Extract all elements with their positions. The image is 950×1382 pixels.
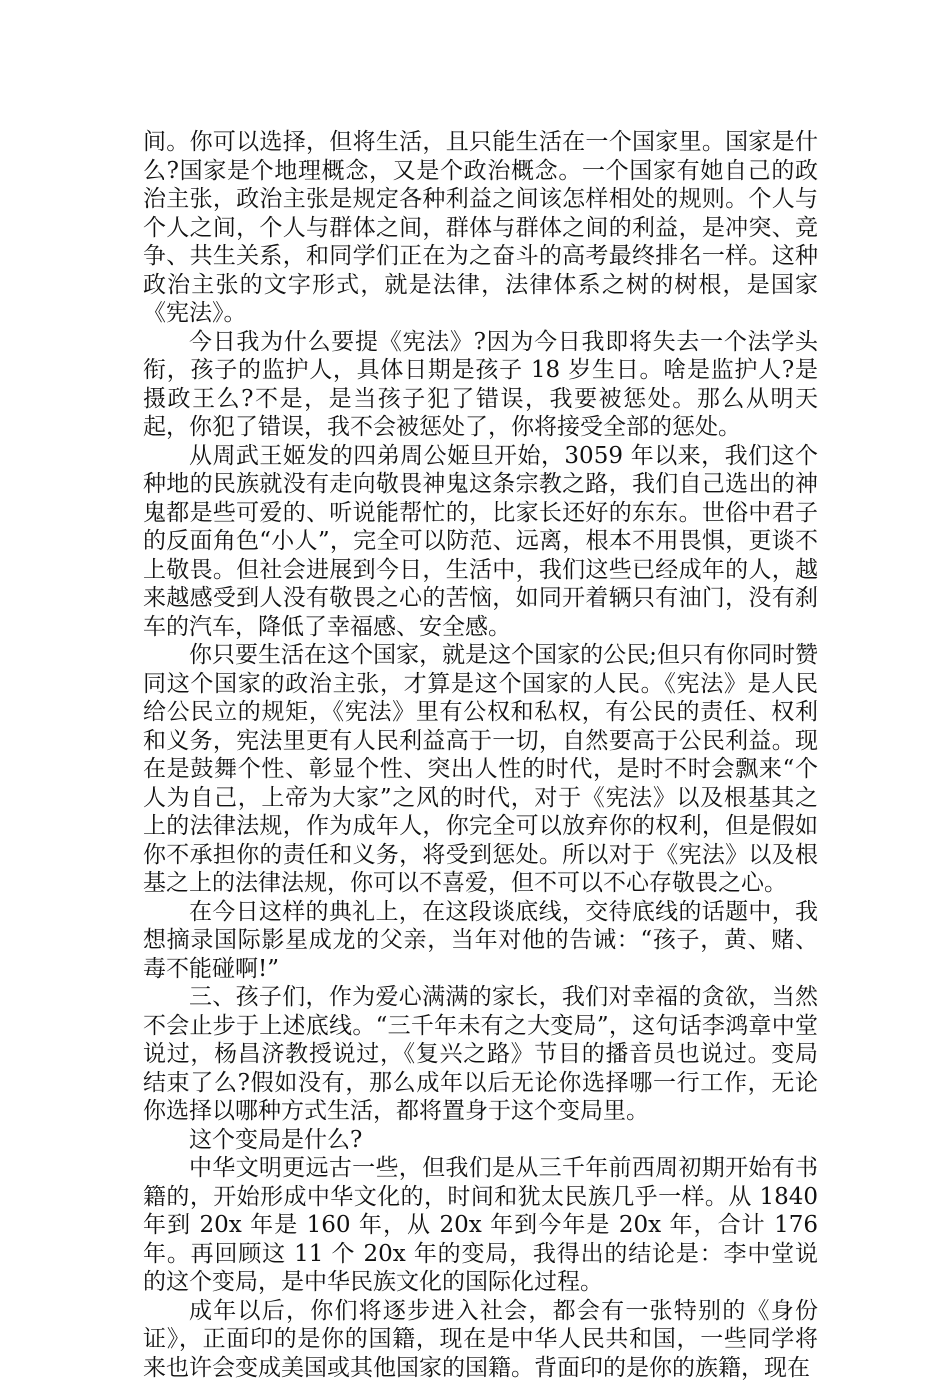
paragraph-continued: 间。你可以选择，但将生活，且只能生活在一个国家里。国家是什么?国家是个地理概念，又是个政治概念。一个国家有她自己的政治主张，政治主张是规定各种利益之间该怎样相处的规则。个人与个人之间，个人与群体之间，群体与群体之间的利益，是冲突、竞争、共生关系，和同学们正在为之奋斗的高考最终排名一样。这种政治主张的文字形式，就是法律，法律体系之树的树根，是国家《宪法》。 <box>143 128 818 328</box>
paragraph-civilization: 中华文明更远古一些，但我们是从三千年前西周初期开始有书籍的，开始形成中华文化的，时间和犹太民族几乎一样。从 1840 年到 20x 年是 160 年，从 20x 年到今年是 20x 年，合计 176 年。再回顾这 11 个 20x 年的变局，我得出的结论是：李中堂说的这个变局，是中华民族文化的国际化过程。 <box>143 1154 818 1297</box>
paragraph-reverence: 从周武王姬发的四弟周公姬旦开始，3059 年以来，我们这个种地的民族就没有走向敬畏神鬼这条宗教之路，我们自己选出的神鬼都是些可爱的、听说能帮忙的，比家长还好的东东。世俗中君子的反面角色“小人”，完全可以防范、远离，根本不用畏惧，更谈不上敬畏。但社会进展到今日，生活中，我们这些已经成年的人，越来越感受到人没有敬畏之心的苦恼，如同开着辆只有油门，没有刹车的汽车，降低了幸福感、安全感。 <box>143 442 818 642</box>
document-body <box>143 128 818 1382</box>
paragraph-constitution-reason: 今日我为什么要提《宪法》?因为今日我即将失去一个法学头衔，孩子的监护人，具体日期是孩子 18 岁生日。啥是监护人?是摄政王么?不是，是当孩子犯了错误，我要被惩处。那么从明天起，你犯了错误，我不会被惩处了，你将接受全部的惩处。 <box>143 328 818 442</box>
paragraph-id-card: 成年以后，你们将逐步进入社会，都会有一张特别的《身份证》，正面印的是你的国籍，现在是中华人民共和国，一些同学将来也许会变成美国或其他国家的国籍。背面印的是你的族籍，现在 <box>143 1297 818 1382</box>
paragraph-bottom-line: 在今日这样的典礼上，在这段谈底线，交待底线的话题中，我想摘录国际影星成龙的父亲，当年对他的告诫：“孩子，黄、赌、毒不能碰啊!” <box>143 898 818 984</box>
paragraph-great-change: 三、孩子们，作为爱心满满的家长，我们对幸福的贪欲，当然不会止步于上述底线。“三千年未有之大变局”，这句话李鸿章中堂说过，杨昌济教授说过，《复兴之路》节目的播音员也说过。变局结束了么?假如没有，那么成年以后无论你选择哪一行工作，无论你选择以哪种方式生活，都将置身于这个变局里。 <box>143 983 818 1126</box>
paragraph-citizen: 你只要生活在这个国家，就是这个国家的公民;但只有你同时赞同这个国家的政治主张，才算是这个国家的人民。《宪法》是人民给公民立的规矩，《宪法》里有公权和私权，有公民的责任、权利和义务，宪法里更有人民利益高于一切，自然要高于公民利益。现在是鼓舞个性、彰显个性、突出人性的时代，是时不时会飘来“个人为自己，上帝为大家”之风的时代，对于《宪法》以及根基其之上的法律法规，作为成年人，你完全可以放弃你的权利，但是假如你不承担你的责任和义务，将受到惩处。所以对于《宪法》以及根基之上的法律法规，你可以不喜爱，但不可以不心存敬畏之心。 <box>143 641 818 898</box>
paragraph-question: 这个变局是什么? <box>143 1126 818 1155</box>
